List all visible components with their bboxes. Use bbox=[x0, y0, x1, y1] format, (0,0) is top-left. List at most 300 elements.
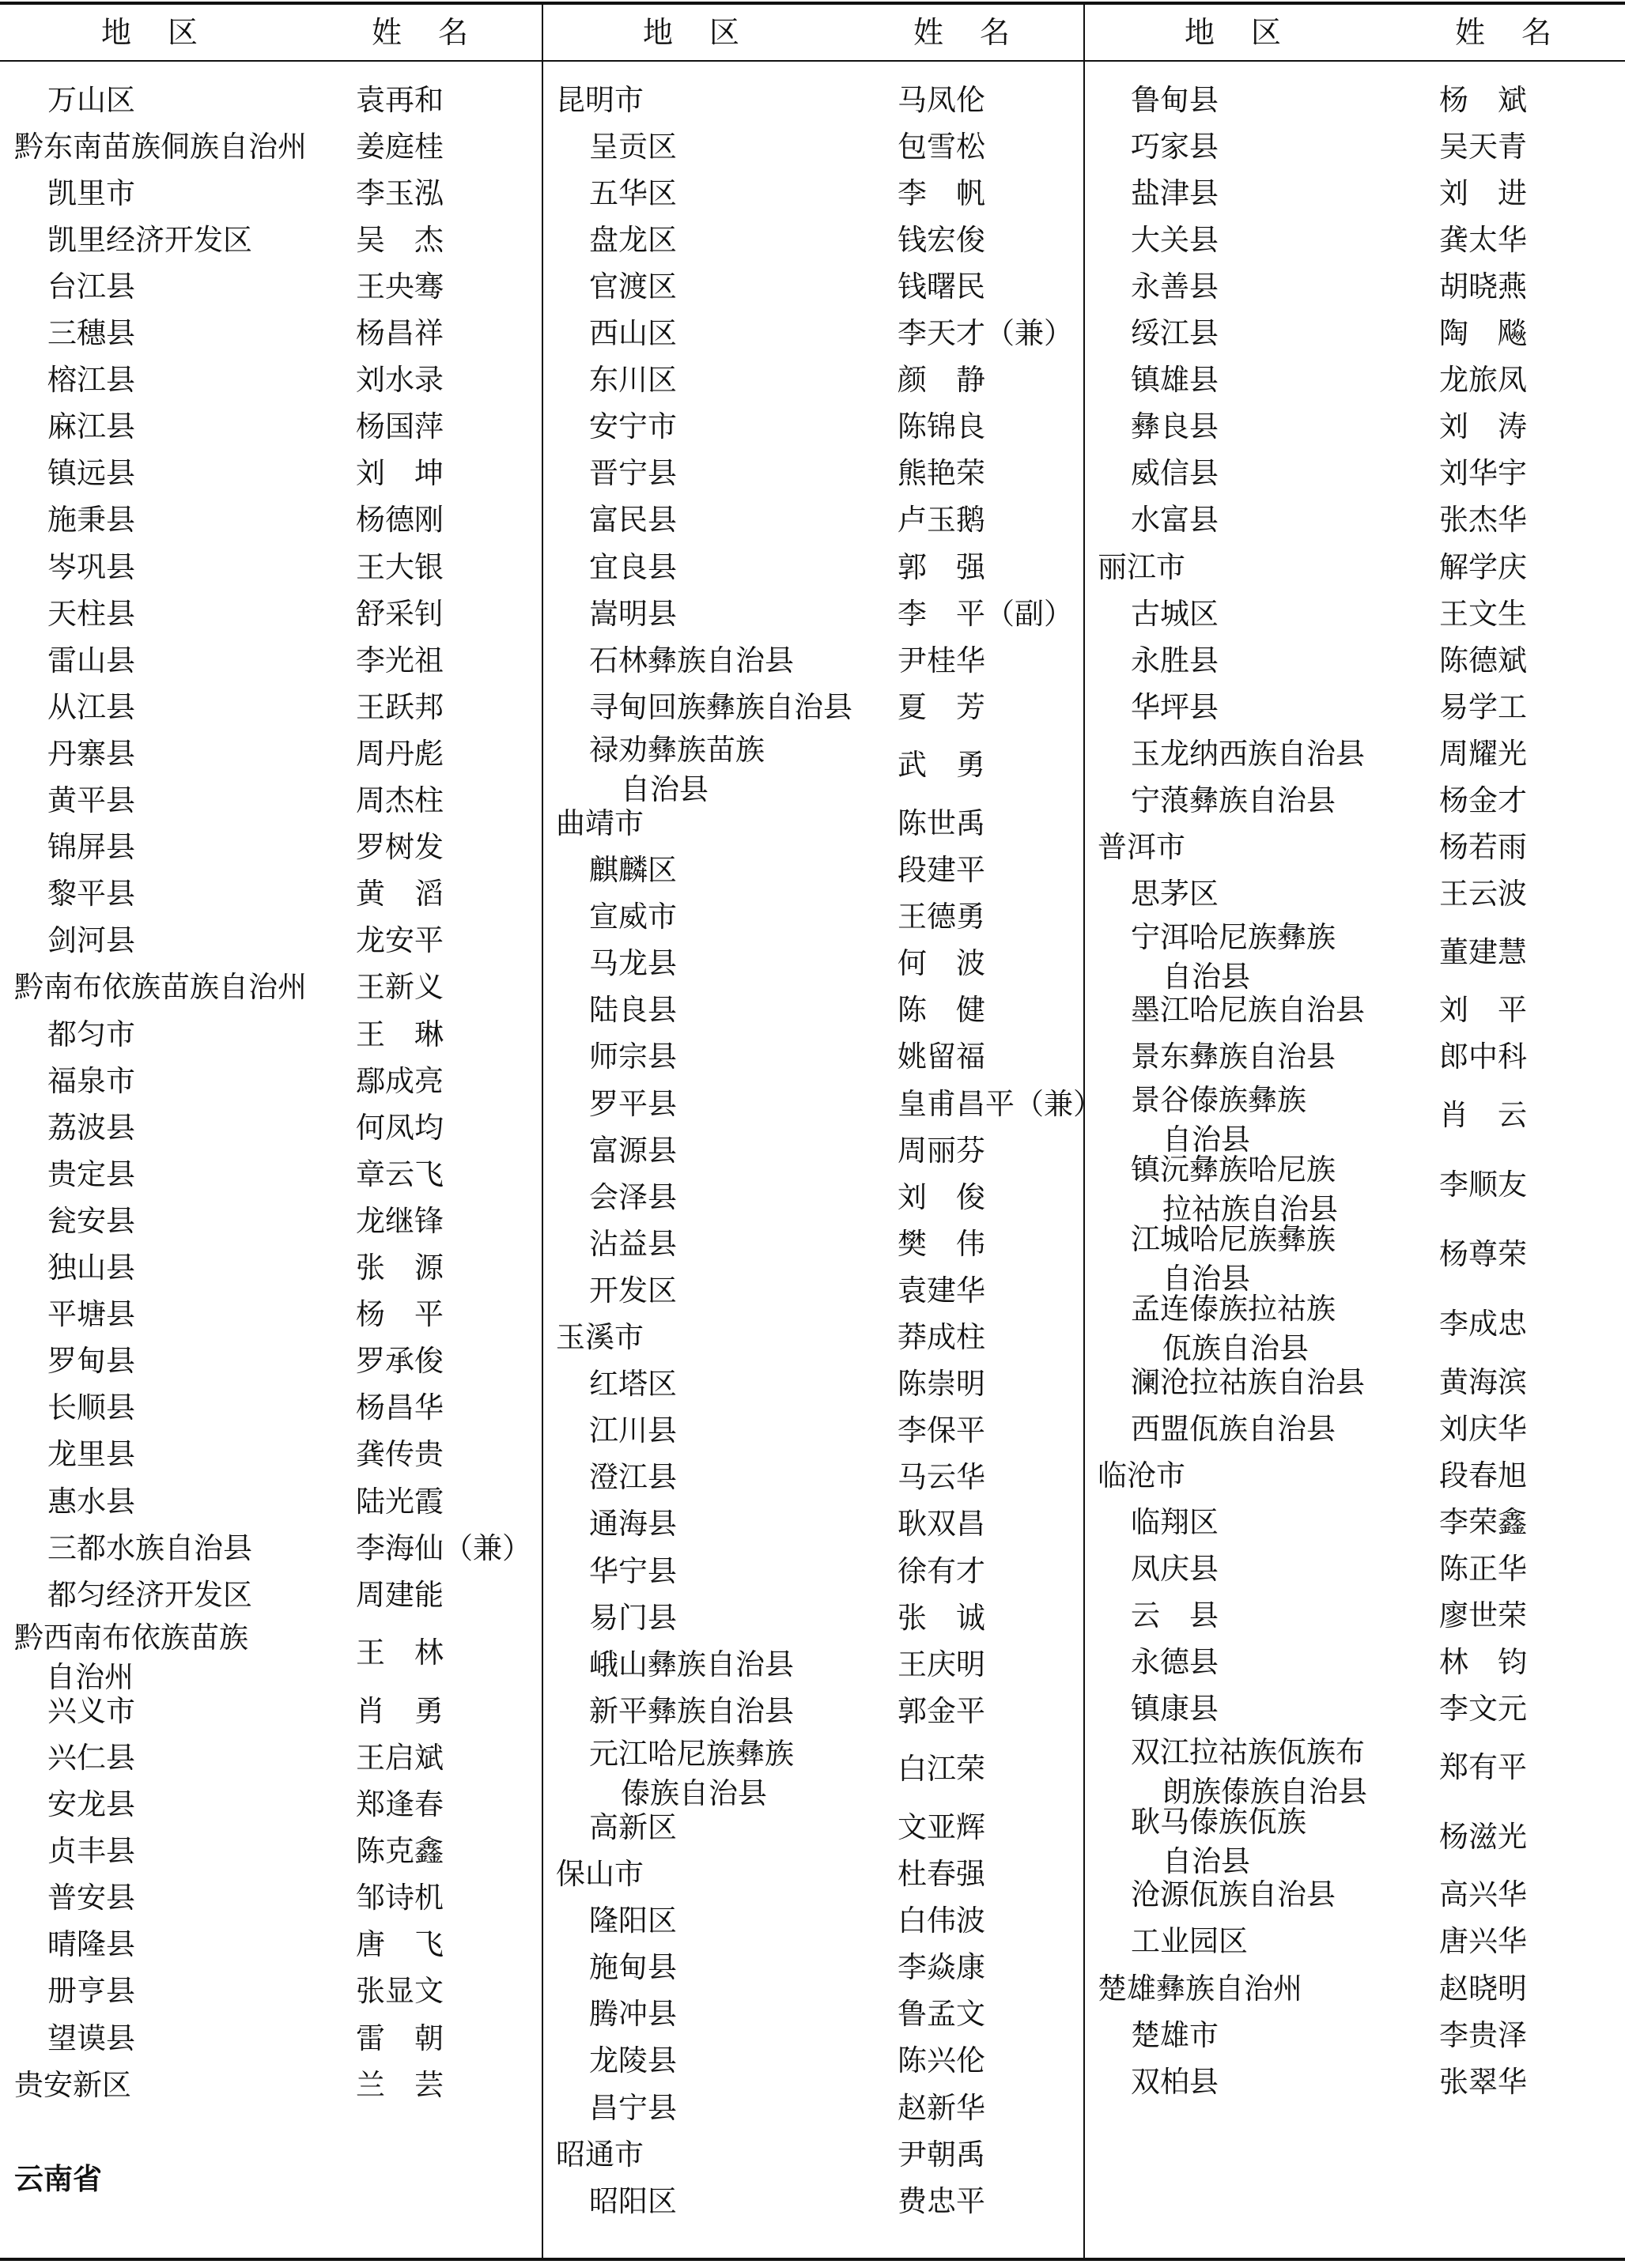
name-cell: 钱曙民 bbox=[898, 269, 985, 304]
region-text: 福泉市 bbox=[47, 1063, 135, 1098]
name-cell: 杨德刚 bbox=[356, 503, 444, 538]
column-header-name: 姓名 bbox=[372, 15, 505, 50]
name-cell: 白江荣 bbox=[898, 1752, 985, 1787]
region-cell bbox=[14, 2159, 102, 2198]
name-cell: 刘 俊 bbox=[898, 1179, 985, 1214]
region-cell bbox=[1131, 594, 1219, 634]
name-cell: 黄海滨 bbox=[1439, 1364, 1527, 1399]
region-cell bbox=[589, 314, 677, 353]
region-cell bbox=[1131, 1081, 1306, 1160]
region-text: 五华区 bbox=[589, 175, 677, 210]
region-cell bbox=[1131, 454, 1219, 493]
region-cell bbox=[47, 1155, 135, 1194]
region-cell bbox=[1131, 1150, 1338, 1229]
region-cell bbox=[47, 1832, 135, 1871]
name-cell: 王云波 bbox=[1439, 877, 1527, 911]
region-text: 普安县 bbox=[47, 1881, 135, 1915]
region-cell bbox=[589, 127, 677, 167]
region-cell bbox=[556, 2135, 644, 2175]
name-cell: 解学庆 bbox=[1439, 549, 1527, 584]
region-text: 盘龙区 bbox=[589, 222, 677, 257]
region-cell bbox=[1131, 1503, 1219, 1542]
name-cell: 张显文 bbox=[356, 1974, 444, 2009]
region-cell bbox=[1131, 360, 1219, 400]
region-text-continued: 拉祜族自治县 bbox=[1162, 1192, 1338, 1226]
region-cell bbox=[47, 1878, 135, 1918]
region-text: 腾冲县 bbox=[589, 1997, 677, 2032]
name-cell: 章云飞 bbox=[356, 1157, 444, 1191]
name-cell: 杨 平 bbox=[356, 1297, 444, 1332]
region-cell bbox=[14, 1618, 248, 1697]
region-text: 凤庆县 bbox=[1131, 1551, 1219, 1586]
region-text: 锦屏县 bbox=[47, 830, 135, 865]
name-cell: 钱宏俊 bbox=[898, 222, 985, 257]
name-cell: 包雪松 bbox=[898, 129, 985, 164]
region-text: 景东彝族自治县 bbox=[1131, 1040, 1336, 1074]
region-text: 思茅区 bbox=[1131, 877, 1219, 911]
region-cell bbox=[47, 360, 135, 400]
name-cell: 白伟波 bbox=[898, 1904, 985, 1938]
name-cell: 李光祖 bbox=[356, 643, 444, 677]
region-cell bbox=[47, 221, 252, 260]
name-cell: 鄢成亮 bbox=[356, 1063, 444, 1098]
region-cell bbox=[47, 1482, 135, 1522]
column-header-region: 地区 bbox=[1185, 15, 1318, 50]
name-cell: 罗承俊 bbox=[356, 1344, 444, 1379]
region-cell bbox=[1131, 1733, 1367, 1812]
region-text: 三都水族自治县 bbox=[47, 1530, 252, 1565]
region-cell bbox=[47, 1388, 135, 1428]
region-text: 呈贡区 bbox=[589, 129, 677, 164]
region-text: 都匀经济开发区 bbox=[47, 1577, 252, 1612]
region-text: 永善县 bbox=[1131, 269, 1219, 304]
column-header-name: 姓名 bbox=[1455, 15, 1589, 50]
top-rule bbox=[0, 2, 1625, 5]
name-cell: 肖 云 bbox=[1439, 1098, 1527, 1132]
name-cell: 何凤均 bbox=[356, 1110, 444, 1145]
name-cell: 陈克鑫 bbox=[356, 1834, 444, 1869]
region-cell bbox=[47, 781, 135, 821]
region-text: 孟连傣族拉祜族 bbox=[1131, 1292, 1336, 1326]
region-cell bbox=[589, 1364, 677, 1404]
region-cell bbox=[47, 1576, 252, 1615]
name-cell: 龚传贵 bbox=[356, 1437, 444, 1472]
region-cell bbox=[589, 1225, 677, 1264]
name-cell: 卢玉鹅 bbox=[898, 503, 985, 538]
region-cell bbox=[556, 1855, 644, 1894]
region-text: 从江县 bbox=[47, 689, 135, 724]
name-cell: 袁再和 bbox=[356, 82, 444, 117]
region-cell bbox=[589, 454, 677, 493]
name-cell: 李成忠 bbox=[1439, 1307, 1527, 1341]
name-cell: 颜 静 bbox=[898, 363, 985, 398]
name-cell: 陈锦良 bbox=[898, 409, 985, 444]
region-cell bbox=[47, 734, 135, 774]
region-text: 宜良县 bbox=[589, 549, 677, 584]
name-cell: 周杰柱 bbox=[356, 783, 444, 818]
name-cell: 周丹彪 bbox=[356, 736, 444, 771]
region-text-continued: 朗族傣族自治县 bbox=[1162, 1774, 1367, 1809]
region-cell bbox=[589, 360, 677, 400]
name-cell: 郭 强 bbox=[898, 549, 985, 584]
region-cell bbox=[556, 1318, 644, 1357]
name-cell: 周建能 bbox=[356, 1577, 444, 1612]
region-text: 万山区 bbox=[47, 82, 135, 117]
name-cell: 李保平 bbox=[898, 1413, 985, 1448]
column-divider bbox=[542, 5, 543, 2258]
region-cell bbox=[589, 1598, 677, 1638]
name-cell: 李 帆 bbox=[898, 175, 985, 210]
region-text: 保山市 bbox=[556, 1857, 644, 1892]
region-cell bbox=[47, 267, 135, 307]
region-text: 通海县 bbox=[589, 1507, 677, 1542]
name-cell: 高兴华 bbox=[1439, 1877, 1527, 1912]
region-text: 独山县 bbox=[47, 1251, 135, 1285]
name-cell: 龚太华 bbox=[1439, 222, 1527, 257]
name-cell: 姜庭桂 bbox=[356, 129, 444, 164]
region-text: 鲁甸县 bbox=[1131, 82, 1219, 117]
name-cell: 杨金才 bbox=[1439, 783, 1527, 818]
region-cell bbox=[47, 81, 135, 120]
name-cell: 马凤伦 bbox=[898, 82, 985, 117]
region-text: 望谟县 bbox=[47, 2021, 135, 2055]
name-cell: 张 源 bbox=[356, 1251, 444, 1285]
region-text: 墨江哈尼族自治县 bbox=[1131, 993, 1365, 1028]
name-cell: 杨 斌 bbox=[1439, 82, 1527, 117]
region-cell bbox=[14, 127, 307, 167]
name-cell: 陈德斌 bbox=[1439, 643, 1527, 677]
region-cell bbox=[589, 897, 677, 937]
region-text: 华坪县 bbox=[1131, 689, 1219, 724]
name-cell: 赵晓明 bbox=[1439, 1971, 1527, 2006]
name-cell: 王庆明 bbox=[898, 1647, 985, 1681]
region-cell bbox=[47, 1342, 135, 1381]
name-cell: 刘 进 bbox=[1439, 175, 1527, 210]
region-cell bbox=[589, 548, 677, 587]
region-cell bbox=[47, 314, 135, 353]
region-text: 镇远县 bbox=[47, 456, 135, 491]
region-text: 曲靖市 bbox=[556, 806, 644, 840]
region-cell bbox=[47, 1295, 135, 1334]
name-cell: 舒采钊 bbox=[356, 596, 444, 631]
region-text: 凯里市 bbox=[47, 175, 135, 210]
region-text: 嵩明县 bbox=[589, 596, 677, 631]
region-cell bbox=[1131, 1363, 1365, 1402]
region-text: 双柏县 bbox=[1131, 2064, 1219, 2099]
name-cell: 樊 伟 bbox=[898, 1226, 985, 1261]
name-cell: 林 钧 bbox=[1439, 1645, 1527, 1680]
region-text: 三穗县 bbox=[47, 316, 135, 351]
region-text-continued: 自治县 bbox=[1162, 1123, 1250, 1157]
region-text-continued: 自治县 bbox=[1162, 959, 1250, 994]
name-cell: 段建平 bbox=[898, 853, 985, 888]
name-cell: 刘 平 bbox=[1439, 993, 1527, 1028]
region-text: 施秉县 bbox=[47, 503, 135, 538]
name-cell: 刘 坤 bbox=[356, 456, 444, 491]
region-text: 石林彝族自治县 bbox=[589, 643, 794, 677]
region-cell bbox=[1131, 2016, 1219, 2055]
region-text: 黔东南苗族侗族自治州 bbox=[14, 129, 307, 164]
region-cell bbox=[47, 548, 135, 587]
region-cell bbox=[1131, 407, 1219, 447]
name-cell: 龙旅凤 bbox=[1439, 363, 1527, 398]
region-cell bbox=[47, 1062, 135, 1101]
region-text: 麻江县 bbox=[47, 409, 135, 444]
name-cell: 王启斌 bbox=[356, 1740, 444, 1775]
region-text: 西盟佤族自治县 bbox=[1131, 1411, 1336, 1446]
region-cell bbox=[47, 1529, 252, 1568]
region-text: 岑巩县 bbox=[47, 549, 135, 584]
region-text: 绥江县 bbox=[1131, 316, 1219, 351]
region-cell bbox=[47, 454, 135, 493]
name-cell: 董建慧 bbox=[1439, 934, 1527, 969]
region-cell bbox=[1131, 1689, 1219, 1729]
region-cell bbox=[556, 804, 644, 843]
name-cell: 李贵泽 bbox=[1439, 2017, 1527, 2052]
name-cell: 杨若雨 bbox=[1439, 830, 1527, 865]
region-text: 兴仁县 bbox=[47, 1740, 135, 1775]
region-text: 黔西南布依族苗族 bbox=[14, 1621, 248, 1655]
region-text: 新平彝族自治县 bbox=[589, 1693, 794, 1728]
name-cell: 武 勇 bbox=[898, 748, 985, 783]
region-cell bbox=[589, 1734, 794, 1813]
region-text: 荔波县 bbox=[47, 1110, 135, 1145]
region-cell bbox=[1131, 991, 1365, 1030]
region-cell bbox=[589, 594, 677, 634]
region-text: 长顺县 bbox=[47, 1391, 135, 1425]
region-text: 官渡区 bbox=[589, 269, 677, 304]
name-cell: 龙安平 bbox=[356, 923, 444, 958]
name-cell: 郭金平 bbox=[898, 1693, 985, 1728]
region-cell bbox=[47, 1202, 135, 1241]
name-cell: 郑有平 bbox=[1439, 1749, 1527, 1784]
region-text: 剑河县 bbox=[47, 923, 135, 958]
name-cell: 马云华 bbox=[898, 1460, 985, 1495]
name-cell: 费忠平 bbox=[898, 2183, 985, 2218]
region-cell bbox=[1131, 1289, 1336, 1368]
region-text: 施甸县 bbox=[589, 1950, 677, 1985]
region-text: 镇雄县 bbox=[1131, 363, 1219, 398]
region-text-continued: 自治县 bbox=[1162, 1843, 1250, 1878]
region-text: 楚雄彝族自治州 bbox=[1098, 1971, 1302, 2006]
region-text: 西山区 bbox=[589, 316, 677, 351]
region-cell bbox=[1131, 1037, 1336, 1077]
region-text: 高新区 bbox=[589, 1809, 677, 1844]
region-cell bbox=[589, 1458, 677, 1497]
region-text: 工业园区 bbox=[1131, 1924, 1248, 1959]
region-text: 水富县 bbox=[1131, 503, 1219, 538]
region-cell bbox=[1131, 1922, 1248, 1961]
region-cell bbox=[47, 874, 135, 914]
name-cell: 吴 杰 bbox=[356, 222, 444, 257]
name-cell: 徐有才 bbox=[898, 1553, 985, 1588]
name-cell: 何 波 bbox=[898, 946, 985, 981]
region-text: 安宁市 bbox=[589, 409, 677, 444]
name-cell: 刘 涛 bbox=[1439, 409, 1527, 444]
region-text: 晴隆县 bbox=[47, 1927, 135, 1962]
region-cell bbox=[589, 1994, 677, 2034]
region-cell bbox=[589, 500, 677, 540]
name-cell: 唐兴华 bbox=[1439, 1924, 1527, 1959]
region-text: 盐津县 bbox=[1131, 175, 1219, 210]
region-cell bbox=[47, 1785, 135, 1825]
name-cell: 周耀光 bbox=[1439, 736, 1527, 771]
region-cell bbox=[14, 968, 307, 1007]
region-text: 永德县 bbox=[1131, 1645, 1219, 1680]
region-cell bbox=[1131, 314, 1219, 353]
name-cell: 陈 健 bbox=[898, 993, 985, 1028]
name-cell: 尹朝禹 bbox=[898, 2137, 985, 2172]
region-text: 玉龙纳西族自治县 bbox=[1131, 736, 1365, 771]
region-text: 富源县 bbox=[589, 1133, 677, 1168]
region-text: 册亨县 bbox=[47, 1974, 135, 2009]
region-cell bbox=[589, 1037, 677, 1077]
name-cell: 雷 朝 bbox=[356, 2021, 444, 2055]
name-cell: 张杰华 bbox=[1439, 503, 1527, 538]
name-cell: 段春旭 bbox=[1439, 1458, 1527, 1493]
region-text: 江城哈尼族彝族 bbox=[1131, 1222, 1336, 1256]
region-cell bbox=[1131, 1875, 1336, 1915]
region-text: 元江哈尼族彝族 bbox=[589, 1737, 794, 1772]
region-text: 沾益县 bbox=[589, 1226, 677, 1261]
name-cell: 黄 滔 bbox=[356, 877, 444, 911]
name-cell: 刘水录 bbox=[356, 363, 444, 398]
region-cell bbox=[589, 688, 852, 727]
name-cell: 耿双昌 bbox=[898, 1507, 985, 1542]
name-cell: 杨昌华 bbox=[356, 1391, 444, 1425]
region-cell bbox=[47, 688, 135, 727]
region-cell bbox=[47, 921, 135, 960]
region-cell bbox=[1098, 1456, 1185, 1496]
region-text: 平塘县 bbox=[47, 1297, 135, 1332]
name-cell: 周丽芬 bbox=[898, 1133, 985, 1168]
name-cell: 龙继锋 bbox=[356, 1203, 444, 1238]
region-cell bbox=[47, 1972, 135, 2011]
region-cell bbox=[589, 1131, 677, 1171]
name-cell: 李顺友 bbox=[1439, 1168, 1527, 1202]
region-text: 丹寨县 bbox=[47, 736, 135, 771]
region-text: 昌宁县 bbox=[589, 2090, 677, 2125]
name-cell: 陈崇明 bbox=[898, 1367, 985, 1402]
name-cell: 杨尊荣 bbox=[1439, 1237, 1527, 1271]
region-cell bbox=[47, 407, 135, 447]
region-cell bbox=[47, 1925, 135, 1964]
name-cell: 李海仙（兼） bbox=[356, 1530, 531, 1565]
region-cell bbox=[1131, 781, 1336, 821]
region-text: 楚雄市 bbox=[1131, 2017, 1219, 2052]
region-cell bbox=[47, 641, 135, 681]
region-text: 贞丰县 bbox=[47, 1834, 135, 1869]
region-text: 黔南布依族苗族自治州 bbox=[14, 970, 307, 1005]
region-cell bbox=[1131, 918, 1336, 997]
region-text: 贵定县 bbox=[47, 1157, 135, 1191]
name-cell: 王央骞 bbox=[356, 269, 444, 304]
region-text: 凯里经济开发区 bbox=[47, 222, 252, 257]
region-cell bbox=[589, 1178, 677, 1217]
name-cell: 王 琳 bbox=[356, 1017, 444, 1051]
name-cell: 杨滋光 bbox=[1439, 1819, 1527, 1854]
region-text: 临翔区 bbox=[1131, 1504, 1219, 1539]
region-text: 沧源佤族自治县 bbox=[1131, 1877, 1336, 1912]
region-text: 禄劝彝族苗族 bbox=[589, 733, 765, 768]
column-header-name: 姓名 bbox=[913, 15, 1047, 50]
region-text: 黎平县 bbox=[47, 877, 135, 911]
region-text: 彝良县 bbox=[1131, 409, 1219, 444]
region-cell bbox=[1131, 1596, 1219, 1636]
region-text: 镇沅彝族哈尼族 bbox=[1131, 1153, 1336, 1187]
region-text: 隆阳区 bbox=[589, 1904, 677, 1938]
name-cell: 刘庆华 bbox=[1439, 1411, 1527, 1446]
region-text: 镇康县 bbox=[1131, 1692, 1219, 1726]
name-cell: 莽成柱 bbox=[898, 1320, 985, 1355]
region-text: 雷山县 bbox=[47, 643, 135, 677]
name-cell: 皇甫昌平（兼） bbox=[898, 1086, 1102, 1121]
bottom-rule bbox=[0, 2258, 1625, 2261]
region-cell bbox=[47, 1015, 135, 1055]
region-cell bbox=[1098, 1969, 1302, 2009]
region-cell bbox=[589, 174, 677, 213]
region-text: 华宁县 bbox=[589, 1553, 677, 1588]
region-cell bbox=[589, 991, 677, 1030]
name-cell: 杨国萍 bbox=[356, 409, 444, 444]
region-cell bbox=[589, 221, 677, 260]
region-text: 永胜县 bbox=[1131, 643, 1219, 677]
region-cell bbox=[1131, 127, 1219, 167]
name-cell: 尹桂华 bbox=[898, 643, 985, 677]
region-text: 贵安新区 bbox=[14, 2067, 131, 2102]
region-cell bbox=[1131, 1409, 1336, 1449]
name-cell: 袁建华 bbox=[898, 1273, 985, 1308]
region-text: 惠水县 bbox=[47, 1484, 135, 1519]
name-cell: 文亚辉 bbox=[898, 1809, 985, 1844]
name-cell: 杜春强 bbox=[898, 1857, 985, 1892]
region-text-continued: 自治州 bbox=[46, 1660, 134, 1695]
name-cell: 廖世荣 bbox=[1439, 1598, 1527, 1633]
region-text: 开发区 bbox=[589, 1273, 677, 1308]
region-text: 榕江县 bbox=[47, 363, 135, 398]
region-text: 师宗县 bbox=[589, 1040, 677, 1074]
region-text: 威信县 bbox=[1131, 456, 1219, 491]
name-cell: 兰 芸 bbox=[356, 2067, 444, 2102]
column-divider bbox=[1083, 5, 1085, 2258]
region-text: 马龙县 bbox=[589, 946, 677, 981]
name-cell: 李玉泓 bbox=[356, 175, 444, 210]
region-cell bbox=[47, 500, 135, 540]
region-text: 罗甸县 bbox=[47, 1344, 135, 1379]
name-cell: 张 诚 bbox=[898, 1600, 985, 1635]
region-text: 巧家县 bbox=[1131, 129, 1219, 164]
region-cell bbox=[1131, 734, 1365, 774]
region-text: 天柱县 bbox=[47, 596, 135, 631]
region-cell bbox=[589, 1808, 677, 1847]
name-cell: 王德勇 bbox=[898, 900, 985, 934]
region-cell bbox=[14, 2066, 131, 2105]
region-cell bbox=[589, 2089, 677, 2128]
region-cell bbox=[47, 1738, 135, 1778]
region-cell bbox=[589, 1411, 677, 1451]
region-text: 安龙县 bbox=[47, 1787, 135, 1822]
region-text: 易门县 bbox=[589, 1600, 677, 1635]
region-text: 昭阳区 bbox=[589, 2183, 677, 2218]
name-cell: 赵新华 bbox=[898, 2090, 985, 2125]
region-text: 麒麟区 bbox=[589, 853, 677, 888]
name-cell: 郑逢春 bbox=[356, 1787, 444, 1822]
name-cell: 鲁孟文 bbox=[898, 1997, 985, 2032]
name-cell: 李焱康 bbox=[898, 1950, 985, 1985]
region-cell bbox=[589, 1552, 677, 1591]
region-text: 景谷傣族彝族 bbox=[1131, 1083, 1306, 1117]
region-text: 红塔区 bbox=[589, 1367, 677, 1402]
